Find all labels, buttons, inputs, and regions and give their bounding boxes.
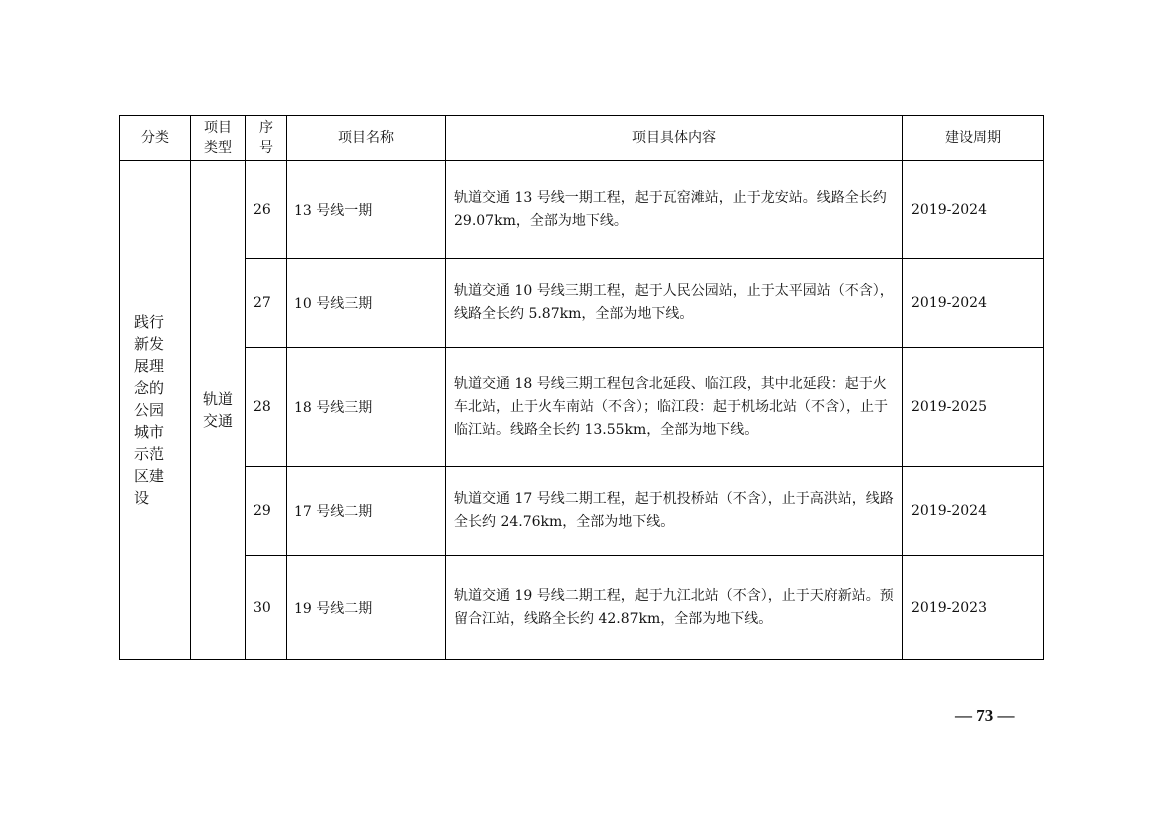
header-serial-label: 序号 [259, 120, 273, 156]
project-type-text: 轨道交通 [203, 390, 234, 430]
header-serial [246, 116, 287, 161]
table-row [120, 348, 1044, 467]
page-number: — 73 — [955, 706, 1015, 725]
project-content-cell: 轨道交通 18 号线三期工程包含北延段、临江段，其中北延段：起于火车北站，止于火车南站（不含）；临江段：起于机场北站（不含），止于临江站。线路全长约 13.55km，全部为地下线。 [446, 348, 903, 467]
serial-cell: 29 [246, 467, 287, 556]
table-row [120, 161, 1044, 259]
serial-cell: 26 [246, 161, 287, 259]
period-cell: 2019-2024 [903, 467, 1044, 556]
category-text: 践行新发展理念的公园城市示范区建设 [134, 313, 165, 507]
serial-cell: 28 [246, 348, 287, 467]
project-content-cell: 轨道交通 17 号线二期工程，起于机投桥站（不含），止于高洪站，线路全长约 24.76km，全部为地下线。 [446, 467, 903, 556]
period-cell: 2019-2023 [903, 556, 1044, 660]
table-row [120, 259, 1044, 348]
header-project-type-label: 项目类型 [204, 120, 232, 156]
project-table [119, 115, 1044, 660]
serial-cell: 30 [246, 556, 287, 660]
table-row [120, 467, 1044, 556]
project-name-cell: 13 号线一期 [287, 161, 446, 259]
period-cell: 2019-2024 [903, 259, 1044, 348]
header-content: 项目具体内容 [446, 116, 903, 161]
project-content-cell: 轨道交通 19 号线二期工程，起于九江北站（不含），止于天府新站。预留合江站，线路全长约 42.87km，全部为地下线。 [446, 556, 903, 660]
project-name-cell: 19 号线二期 [287, 556, 446, 660]
table-row [120, 556, 1044, 660]
header-project-type [191, 116, 246, 161]
period-cell: 2019-2024 [903, 161, 1044, 259]
project-content-cell: 轨道交通 10 号线三期工程，起于人民公园站，止于太平园站（不含），线路全长约 5.87km，全部为地下线。 [446, 259, 903, 348]
serial-cell: 27 [246, 259, 287, 348]
project-type-cell [191, 161, 246, 660]
period-cell: 2019-2025 [903, 348, 1044, 467]
category-cell [120, 161, 191, 660]
project-name-cell: 18 号线三期 [287, 348, 446, 467]
project-content-cell: 轨道交通 13 号线一期工程，起于瓦窑滩站，止于龙安站。线路全长约 29.07km，全部为地下线。 [446, 161, 903, 259]
project-name-cell: 10 号线三期 [287, 259, 446, 348]
table-header-row [120, 116, 1044, 161]
header-period: 建设周期 [903, 116, 1044, 161]
project-name-cell: 17 号线二期 [287, 467, 446, 556]
header-category: 分类 [120, 116, 191, 161]
header-project-name: 项目名称 [287, 116, 446, 161]
